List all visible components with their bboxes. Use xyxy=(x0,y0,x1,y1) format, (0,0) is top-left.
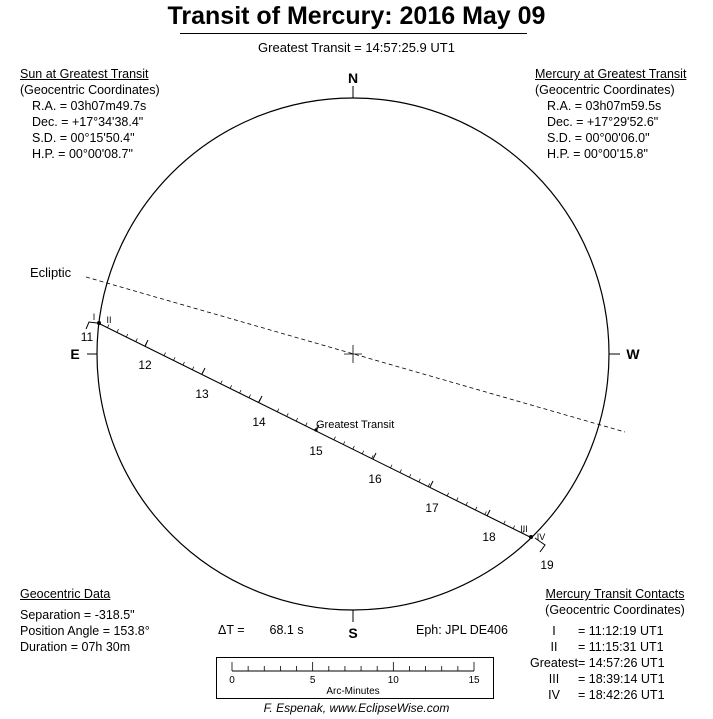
sun-block-subheading: (Geocentric Coordinates) xyxy=(20,83,160,97)
south-label: S xyxy=(348,625,358,641)
hour-tick-17 xyxy=(430,481,433,487)
path-minor-tick xyxy=(136,339,138,342)
contact-row-value: = 11:12:19 UT1 xyxy=(578,624,664,638)
mercury-sd: S.D. = 00°00'06.0" xyxy=(547,131,650,145)
path-minor-tick xyxy=(513,526,515,529)
scale-tick-5: 5 xyxy=(309,675,316,686)
scale-tick-10: 10 xyxy=(387,675,399,686)
sun-hp: H.P. = 00°00'08.7" xyxy=(32,147,133,161)
path-minor-tick xyxy=(353,446,355,449)
path-minor-tick xyxy=(287,413,289,416)
path-minor-tick xyxy=(457,497,459,500)
mercury-ra: R.A. = 03h07m59.5s xyxy=(547,99,662,113)
scale-bar-label: Arc-Minutes xyxy=(326,686,380,697)
mercury-hp: H.P. = 00°00'15.8" xyxy=(547,147,648,161)
path-minor-tick xyxy=(447,493,449,496)
geocentric-data-block xyxy=(20,586,150,655)
hour-label-19: 19 xyxy=(540,558,554,572)
contact-row-label: III xyxy=(548,672,560,686)
path-minor-tick xyxy=(504,521,506,524)
scale-bar-ticks xyxy=(232,662,474,671)
mercury-block-subheading: (Geocentric Coordinates) xyxy=(535,83,675,97)
contact-row-value: = 18:42:26 UT1 xyxy=(578,688,665,702)
contact-iii-iv-point xyxy=(529,535,533,539)
path-minor-tick xyxy=(362,451,364,454)
credit-line: F. Espenak, www.EclipseWise.com xyxy=(263,701,450,715)
hour-tick-12 xyxy=(145,340,148,346)
path-minor-tick xyxy=(230,385,232,388)
sun-ra: R.A. = 03h07m49.7s xyxy=(32,99,147,113)
geocentric-data-heading: Geocentric Data xyxy=(20,587,111,601)
path-minor-tick xyxy=(306,423,308,426)
contact-row-value: = 14:57:26 UT1 xyxy=(578,656,665,670)
path-minor-tick xyxy=(485,511,487,514)
contact-i-ii-point xyxy=(97,321,101,325)
contacts-heading: Mercury Transit Contacts xyxy=(545,587,685,601)
path-minor-tick xyxy=(164,353,166,356)
hour-label-15: 15 xyxy=(309,444,323,458)
contact-row-label: IV xyxy=(548,688,560,702)
delta-t-label: ΔT = xyxy=(218,623,245,637)
duration-value: Duration = 07h 30m xyxy=(20,640,131,654)
contact-label-iv: IV xyxy=(536,532,546,542)
hour-label-16: 16 xyxy=(368,472,382,486)
contact-label-ii: II xyxy=(106,315,112,325)
sun-block-heading: Sun at Greatest Transit xyxy=(20,67,149,81)
scale-bar xyxy=(216,657,494,699)
sun-dec: Dec. = +17°34'38.4" xyxy=(32,115,144,129)
path-minor-tick xyxy=(419,479,421,482)
west-label: W xyxy=(626,346,640,362)
hour-label-11: 11 xyxy=(80,330,94,344)
east-label: E xyxy=(70,346,80,362)
ephemeris-label: Eph: JPL DE406 xyxy=(416,623,508,637)
hour-tick-13 xyxy=(202,368,205,374)
north-label: N xyxy=(347,70,359,86)
path-start-bracket xyxy=(86,322,97,329)
hour-label-14: 14 xyxy=(252,415,266,429)
path-minor-tick xyxy=(428,483,430,486)
hour-label-18: 18 xyxy=(482,530,496,544)
hour-tick-18 xyxy=(487,510,490,516)
hour-label-12: 12 xyxy=(138,358,152,372)
contacts-subheading: (Geocentric Coordinates) xyxy=(545,603,685,617)
path-minor-tick xyxy=(409,474,411,477)
mercury-dec: Dec. = +17°29'52.6" xyxy=(547,115,659,129)
contact-row-i xyxy=(530,623,700,639)
delta-t xyxy=(218,622,304,638)
path-minor-tick xyxy=(296,418,298,421)
sun-sd: S.D. = 00°15'50.4" xyxy=(32,131,135,145)
path-minor-tick xyxy=(390,465,392,468)
contact-row-greatest xyxy=(530,655,700,671)
path-minor-tick xyxy=(192,367,194,370)
hour-label-17: 17 xyxy=(425,501,439,515)
delta-t-value: 68.1 s xyxy=(269,623,304,637)
contact-row-value: = 18:39:14 UT1 xyxy=(578,672,665,686)
path-minor-tick xyxy=(173,357,175,360)
hour-tick-14 xyxy=(259,396,262,402)
path-minor-tick xyxy=(183,362,185,365)
path-minor-tick xyxy=(249,395,251,398)
contact-label-i: I xyxy=(92,312,96,322)
contact-row-label: II xyxy=(550,640,558,654)
scale-tick-15: 15 xyxy=(468,675,480,686)
contact-row-label: Greatest xyxy=(530,656,578,670)
path-minor-tick xyxy=(117,329,119,332)
ecliptic-label: Ecliptic xyxy=(30,265,72,280)
scale-tick-0: 0 xyxy=(229,675,235,686)
path-minor-tick xyxy=(400,469,402,472)
contacts-block xyxy=(530,586,700,703)
ecliptic-line xyxy=(86,277,625,432)
path-minor-tick xyxy=(466,502,468,505)
page-title: Transit of Mercury: 2016 May 09 xyxy=(167,2,546,30)
mercury-block-heading: Mercury at Greatest Transit xyxy=(535,67,687,81)
path-minor-tick xyxy=(240,390,242,393)
path-minor-tick xyxy=(334,437,336,440)
contact-row-label: I xyxy=(552,624,556,638)
hour-label-13: 13 xyxy=(195,387,209,401)
contact-row-iii xyxy=(530,671,700,687)
contact-label-iii: III xyxy=(520,524,528,534)
contact-row-ii xyxy=(530,639,700,655)
separation-value: Separation = -318.5" xyxy=(20,608,135,622)
path-minor-tick xyxy=(221,381,223,384)
path-minor-tick xyxy=(126,334,128,337)
greatest-transit-label: Greatest Transit xyxy=(316,419,395,431)
path-minor-tick xyxy=(107,325,109,328)
path-minor-tick xyxy=(475,507,477,510)
position-angle-value: Position Angle = 153.8° xyxy=(20,624,150,638)
contact-row-value: = 11:15:31 UT1 xyxy=(578,640,664,654)
path-minor-tick xyxy=(343,441,345,444)
hour-tick-16 xyxy=(373,453,376,459)
greatest-transit-time: Greatest Transit = 14:57:25.9 UT1 xyxy=(258,40,455,55)
path-minor-tick xyxy=(277,409,279,412)
